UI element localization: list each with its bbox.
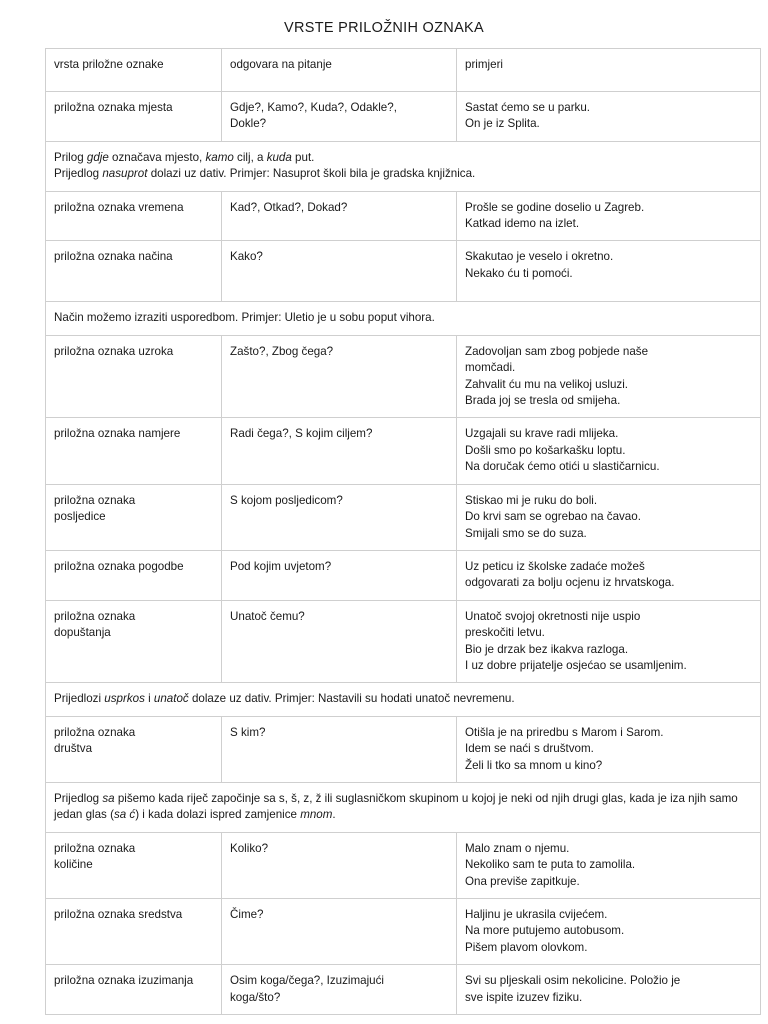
note-row bbox=[46, 302, 761, 335]
example-line: Do krvi sam se ogrebao na čavao. bbox=[465, 510, 641, 524]
note-text: Prijedlozi bbox=[54, 692, 105, 706]
example-line: Skakutao je veselo i okretno. bbox=[465, 250, 614, 264]
type-cell bbox=[46, 600, 222, 683]
note-row bbox=[46, 782, 761, 832]
type-cell bbox=[46, 484, 222, 550]
table-header-row bbox=[46, 49, 761, 92]
header-cell-question: odgovara na pitanje bbox=[222, 49, 457, 92]
question-cell: S kojom posljedicom? bbox=[222, 484, 457, 550]
note-text: i bbox=[144, 692, 154, 706]
table-row bbox=[46, 241, 761, 302]
note-italic: sa ć bbox=[113, 808, 136, 822]
type-line: priložna oznaka bbox=[54, 493, 136, 507]
example-line: Uzgajali su krave radi mlijeka. bbox=[465, 427, 619, 441]
examples-cell bbox=[457, 484, 761, 550]
example-line: Na more putujemo autobusom. bbox=[465, 924, 625, 938]
type-cell: priložna oznaka načina bbox=[46, 241, 222, 302]
examples-cell bbox=[457, 92, 761, 142]
note-row bbox=[46, 683, 761, 716]
question-cell: Kako? bbox=[222, 241, 457, 302]
table-row bbox=[46, 832, 761, 898]
example-line: preskočiti letvu. bbox=[465, 626, 545, 640]
example-line: Nekako ću ti pomoći. bbox=[465, 266, 573, 280]
examples-cell bbox=[457, 191, 761, 241]
example-line: Želi li tko sa mnom u kino? bbox=[465, 758, 603, 772]
example-line: Unatoč svojoj okretnosti nije uspio bbox=[465, 609, 641, 623]
note-row bbox=[46, 141, 761, 191]
examples-cell bbox=[457, 832, 761, 898]
note-text: označava mjesto, bbox=[108, 150, 206, 164]
type-cell bbox=[46, 832, 222, 898]
question-cell: Koliko? bbox=[222, 832, 457, 898]
example-line: Pišem plavom olovkom. bbox=[465, 940, 588, 954]
note-text: . bbox=[332, 808, 336, 822]
example-line: Sastat ćemo se u parku. bbox=[465, 101, 591, 114]
header-cell-type: vrsta priložne oznake bbox=[46, 49, 222, 92]
type-cell: priložna oznaka vremena bbox=[46, 191, 222, 241]
example-line: Malo znam o njemu. bbox=[465, 841, 570, 855]
type-cell: priložna oznaka pogodbe bbox=[46, 550, 222, 600]
question-cell: Kad?, Otkad?, Dokad? bbox=[222, 191, 457, 241]
note-italic: sa bbox=[102, 791, 115, 805]
table-row bbox=[46, 899, 761, 965]
note-line bbox=[54, 150, 752, 166]
note-italic: usprkos bbox=[104, 692, 145, 706]
table-row bbox=[46, 600, 761, 683]
note-text: put. bbox=[291, 150, 315, 164]
table-row bbox=[46, 418, 761, 484]
question-cell: Čime? bbox=[222, 899, 457, 965]
question-cell: Radi čega?, S kojim ciljem? bbox=[222, 418, 457, 484]
note-cell: Način možemo izraziti usporedbom. Primjer: Uletio je u sobu poput vihora. bbox=[46, 302, 761, 335]
note-text: Prilog bbox=[54, 150, 87, 164]
note-text: dolaze uz dativ. Primjer: Nastavili su hodati unatoč nevremenu. bbox=[188, 692, 515, 706]
example-line: Smijali smo se do suza. bbox=[465, 526, 587, 540]
examples-cell bbox=[457, 335, 761, 418]
example-line: momčadi. bbox=[465, 361, 516, 375]
type-cell: priložna oznaka mjesta bbox=[46, 92, 222, 142]
note-italic: unatoč bbox=[153, 692, 189, 706]
table-row bbox=[46, 335, 761, 418]
examples-cell bbox=[457, 550, 761, 600]
type-line: dopuštanja bbox=[54, 626, 111, 640]
example-line: Svi su pljeskali osim nekolicine. Položio je bbox=[465, 974, 681, 988]
example-line: On je iz Splita. bbox=[465, 117, 540, 131]
note-text: Prijedlog bbox=[54, 791, 103, 805]
question-line: Dokle? bbox=[230, 117, 267, 131]
example-line: Na doručak ćemo otići u slastičarnicu. bbox=[465, 460, 660, 474]
note-text: ) i kada dolazi ispred zamjenice bbox=[135, 808, 301, 822]
example-line: Zahvalit ću mu na velikoj usluzi. bbox=[465, 377, 629, 391]
note-text: Prijedlog bbox=[54, 167, 103, 181]
example-line: Idem se naći s društvom. bbox=[465, 742, 594, 756]
table-row bbox=[46, 92, 761, 142]
type-line: priložna oznaka bbox=[54, 725, 136, 739]
table-row bbox=[46, 550, 761, 600]
table-row bbox=[46, 965, 761, 1015]
note-text: cilj, a bbox=[233, 150, 267, 164]
example-line: I uz dobre prijatelje osjećao se usamljenim. bbox=[465, 658, 687, 672]
example-line: Uz peticu iz školske zadaće možeš bbox=[465, 559, 645, 573]
note-italic: nasuprot bbox=[102, 167, 148, 181]
examples-cell bbox=[457, 241, 761, 302]
question-cell: Unatoč čemu? bbox=[222, 600, 457, 683]
question-cell: S kim? bbox=[222, 716, 457, 782]
example-line: Otišla je na priredbu s Marom i Sarom. bbox=[465, 725, 664, 739]
question-cell: Pod kojim uvjetom? bbox=[222, 550, 457, 600]
type-cell: priložna oznaka sredstva bbox=[46, 899, 222, 965]
note-italic: kuda bbox=[266, 150, 292, 164]
example-line: Zadovoljan sam zbog pobjede naše bbox=[465, 344, 649, 358]
note-cell bbox=[46, 782, 761, 832]
example-line: Stiskao mi je ruku do boli. bbox=[465, 493, 598, 507]
note-text: dolazi uz dativ. Primjer: Nasuprot školi bila je gradska knjižnica. bbox=[147, 167, 476, 181]
note-italic: mnom bbox=[300, 808, 333, 822]
note-text: pišemo kada riječ započinje sa s, š, z, ž ili suglasničkom skupinom u kojoj je neki od njih drugi glas, kada je iza njih samo jedan glas ( bbox=[54, 791, 738, 822]
note-cell bbox=[46, 141, 761, 191]
example-line: Katkad idemo na izlet. bbox=[465, 217, 580, 231]
question-line: koga/što? bbox=[230, 990, 281, 1004]
example-line: odgovarati za bolju ocjenu iz hrvatskoga. bbox=[465, 576, 675, 590]
example-line: Nekoliko sam te puta to zamolila. bbox=[465, 858, 636, 872]
question-cell bbox=[222, 965, 457, 1015]
type-line: priložna oznaka bbox=[54, 841, 136, 855]
page-title: VRSTE PRILOŽNIH OZNAKA bbox=[284, 20, 484, 36]
type-cell: priložna oznaka uzroka bbox=[46, 335, 222, 418]
type-line: količine bbox=[54, 858, 93, 872]
examples-cell bbox=[457, 600, 761, 683]
example-line: Bio je drzak bez ikakva razloga. bbox=[465, 642, 629, 656]
note-italic: kamo bbox=[205, 150, 234, 164]
example-line: Ona previše zapitkuje. bbox=[465, 874, 580, 888]
adverbial-types-table bbox=[45, 48, 761, 1015]
examples-cell bbox=[457, 716, 761, 782]
type-cell: priložna oznaka namjere bbox=[46, 418, 222, 484]
note-italic: gdje bbox=[86, 150, 109, 164]
example-line: Došli smo po košarkašku loptu. bbox=[465, 443, 626, 457]
examples-cell bbox=[457, 418, 761, 484]
type-line: društva bbox=[54, 742, 93, 756]
example-line: Haljinu je ukrasila cvijećem. bbox=[465, 908, 608, 921]
example-line: Prošle se godine doselio u Zagreb. bbox=[465, 200, 645, 214]
type-line: priložna oznaka bbox=[54, 609, 136, 623]
examples-cell bbox=[457, 965, 761, 1015]
question-cell bbox=[222, 92, 457, 142]
table-row bbox=[46, 191, 761, 241]
examples-cell bbox=[457, 899, 761, 965]
type-line: posljedice bbox=[54, 510, 106, 524]
note-cell bbox=[46, 683, 761, 716]
example-line: sve ispite izuzev fiziku. bbox=[465, 990, 583, 1004]
type-cell: priložna oznaka izuzimanja bbox=[46, 965, 222, 1015]
table-row bbox=[46, 484, 761, 550]
type-cell bbox=[46, 716, 222, 782]
question-line: Osim koga/čega?, Izuzimajući bbox=[230, 974, 385, 988]
example-line: Brada joj se tresla od smijeha. bbox=[465, 394, 621, 408]
question-line: Gdje?, Kamo?, Kuda?, Odakle?, bbox=[230, 101, 397, 114]
table-row bbox=[46, 716, 761, 782]
header-cell-examples: primjeri bbox=[457, 49, 761, 92]
note-line bbox=[54, 166, 752, 182]
question-cell: Zašto?, Zbog čega? bbox=[222, 335, 457, 418]
